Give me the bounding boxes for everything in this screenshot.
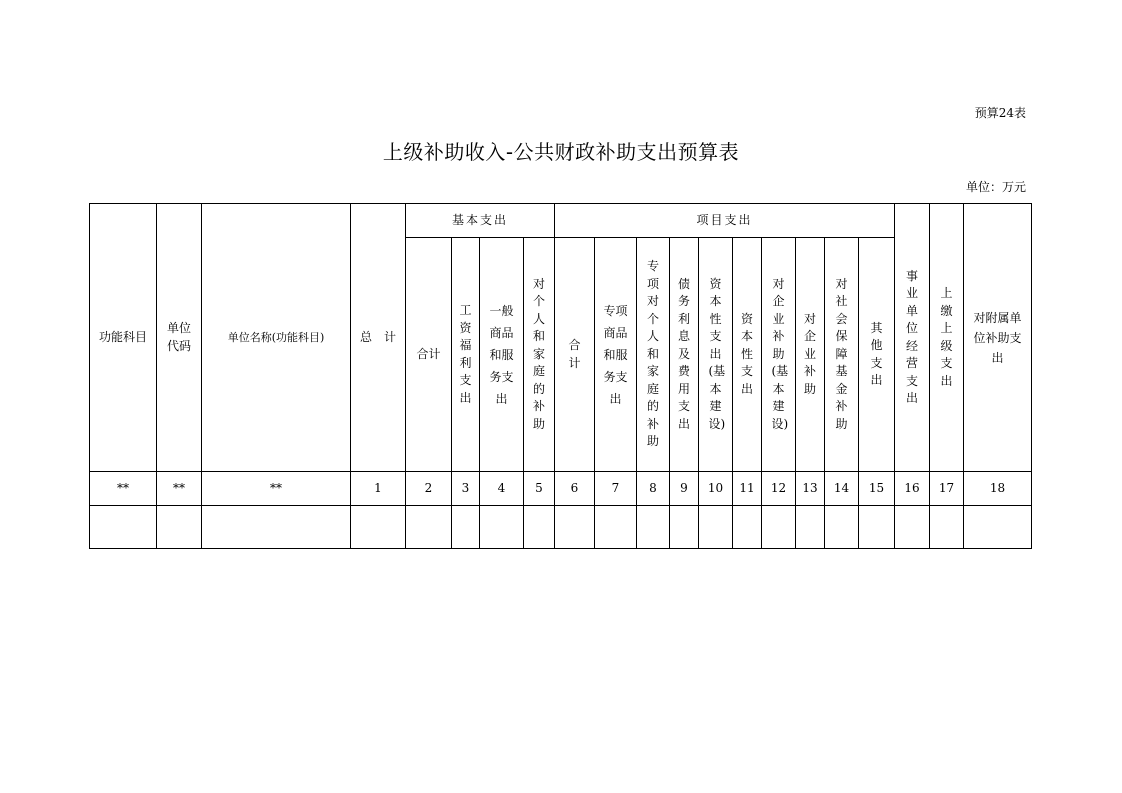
page-title: 上级补助收入-公共财政补助支出预算表	[382, 140, 740, 164]
index-cell: 13	[796, 472, 825, 506]
header-basic-goods: 一般商品和服务支出	[480, 238, 524, 472]
index-cell: 9	[670, 472, 699, 506]
empty-cell	[859, 506, 895, 549]
empty-cell	[595, 506, 637, 549]
header-unit-name: 单位名称(功能科目)	[202, 204, 351, 472]
header-project-enterprise-construction: 对企业补助(基本建设)	[762, 238, 796, 472]
empty-cell	[406, 506, 452, 549]
table-row-empty	[90, 506, 1032, 549]
header-business-expense: 事业单位经营支出	[895, 204, 930, 472]
header-project-expense: 项目支出	[555, 204, 895, 238]
header-project-social-security: 对社会保障基金补助	[825, 238, 859, 472]
index-cell: 6	[555, 472, 595, 506]
header-basic-personal: 对个人和家庭的补助	[524, 238, 555, 472]
index-cell: 18	[964, 472, 1032, 506]
header-project-other: 其他支出	[859, 238, 895, 472]
index-cell: **	[157, 472, 202, 506]
empty-cell	[964, 506, 1032, 549]
empty-cell	[670, 506, 699, 549]
header-affiliated-subsidy: 对附属单位补助支出	[964, 204, 1032, 472]
empty-cell	[699, 506, 733, 549]
empty-cell	[157, 506, 202, 549]
empty-cell	[930, 506, 964, 549]
index-cell: 12	[762, 472, 796, 506]
index-cell: 15	[859, 472, 895, 506]
index-cell: 4	[480, 472, 524, 506]
index-cell: 14	[825, 472, 859, 506]
index-cell: 2	[406, 472, 452, 506]
table-row-index	[90, 472, 1032, 506]
empty-cell	[351, 506, 406, 549]
empty-cell	[480, 506, 524, 549]
index-cell: 7	[595, 472, 637, 506]
header-project-capital: 资本性支出	[733, 238, 762, 472]
empty-cell	[825, 506, 859, 549]
empty-cell	[452, 506, 480, 549]
header-project-total: 合计	[555, 238, 595, 472]
table-number: 预算24表	[974, 106, 1026, 120]
empty-cell	[90, 506, 157, 549]
empty-cell	[796, 506, 825, 549]
header-project-capital-construction: 资本性支出(基本建设)	[699, 238, 733, 472]
index-cell: 3	[452, 472, 480, 506]
header-basic-expense: 基本支出	[406, 204, 555, 238]
empty-cell	[637, 506, 670, 549]
empty-cell	[762, 506, 796, 549]
index-cell: 16	[895, 472, 930, 506]
header-func-subject: 功能科目	[90, 204, 157, 472]
empty-cell	[555, 506, 595, 549]
unit-label: 单位：万元	[965, 180, 1026, 194]
header-total: 总 计	[351, 204, 406, 472]
header-project-personal: 专项对个人和家庭的补助	[637, 238, 670, 472]
header-basic-salary: 工资福利支出	[452, 238, 480, 472]
header-project-goods: 专项商品和服务支出	[595, 238, 637, 472]
index-cell: 17	[930, 472, 964, 506]
empty-cell	[202, 506, 351, 549]
index-cell: 1	[351, 472, 406, 506]
header-project-enterprise: 对企业补助	[796, 238, 825, 472]
index-cell: **	[202, 472, 351, 506]
header-basic-total: 合计	[406, 238, 452, 472]
index-cell: 11	[733, 472, 762, 506]
index-cell: **	[90, 472, 157, 506]
empty-cell	[524, 506, 555, 549]
index-cell: 8	[637, 472, 670, 506]
index-cell: 5	[524, 472, 555, 506]
header-project-debt: 债务利息及费用支出	[670, 238, 699, 472]
header-upper-payment: 上缴上级支出	[930, 204, 964, 472]
budget-table	[89, 203, 1032, 549]
index-cell: 10	[699, 472, 733, 506]
header-unit-code: 单位代码	[157, 204, 202, 472]
empty-cell	[895, 506, 930, 549]
empty-cell	[733, 506, 762, 549]
